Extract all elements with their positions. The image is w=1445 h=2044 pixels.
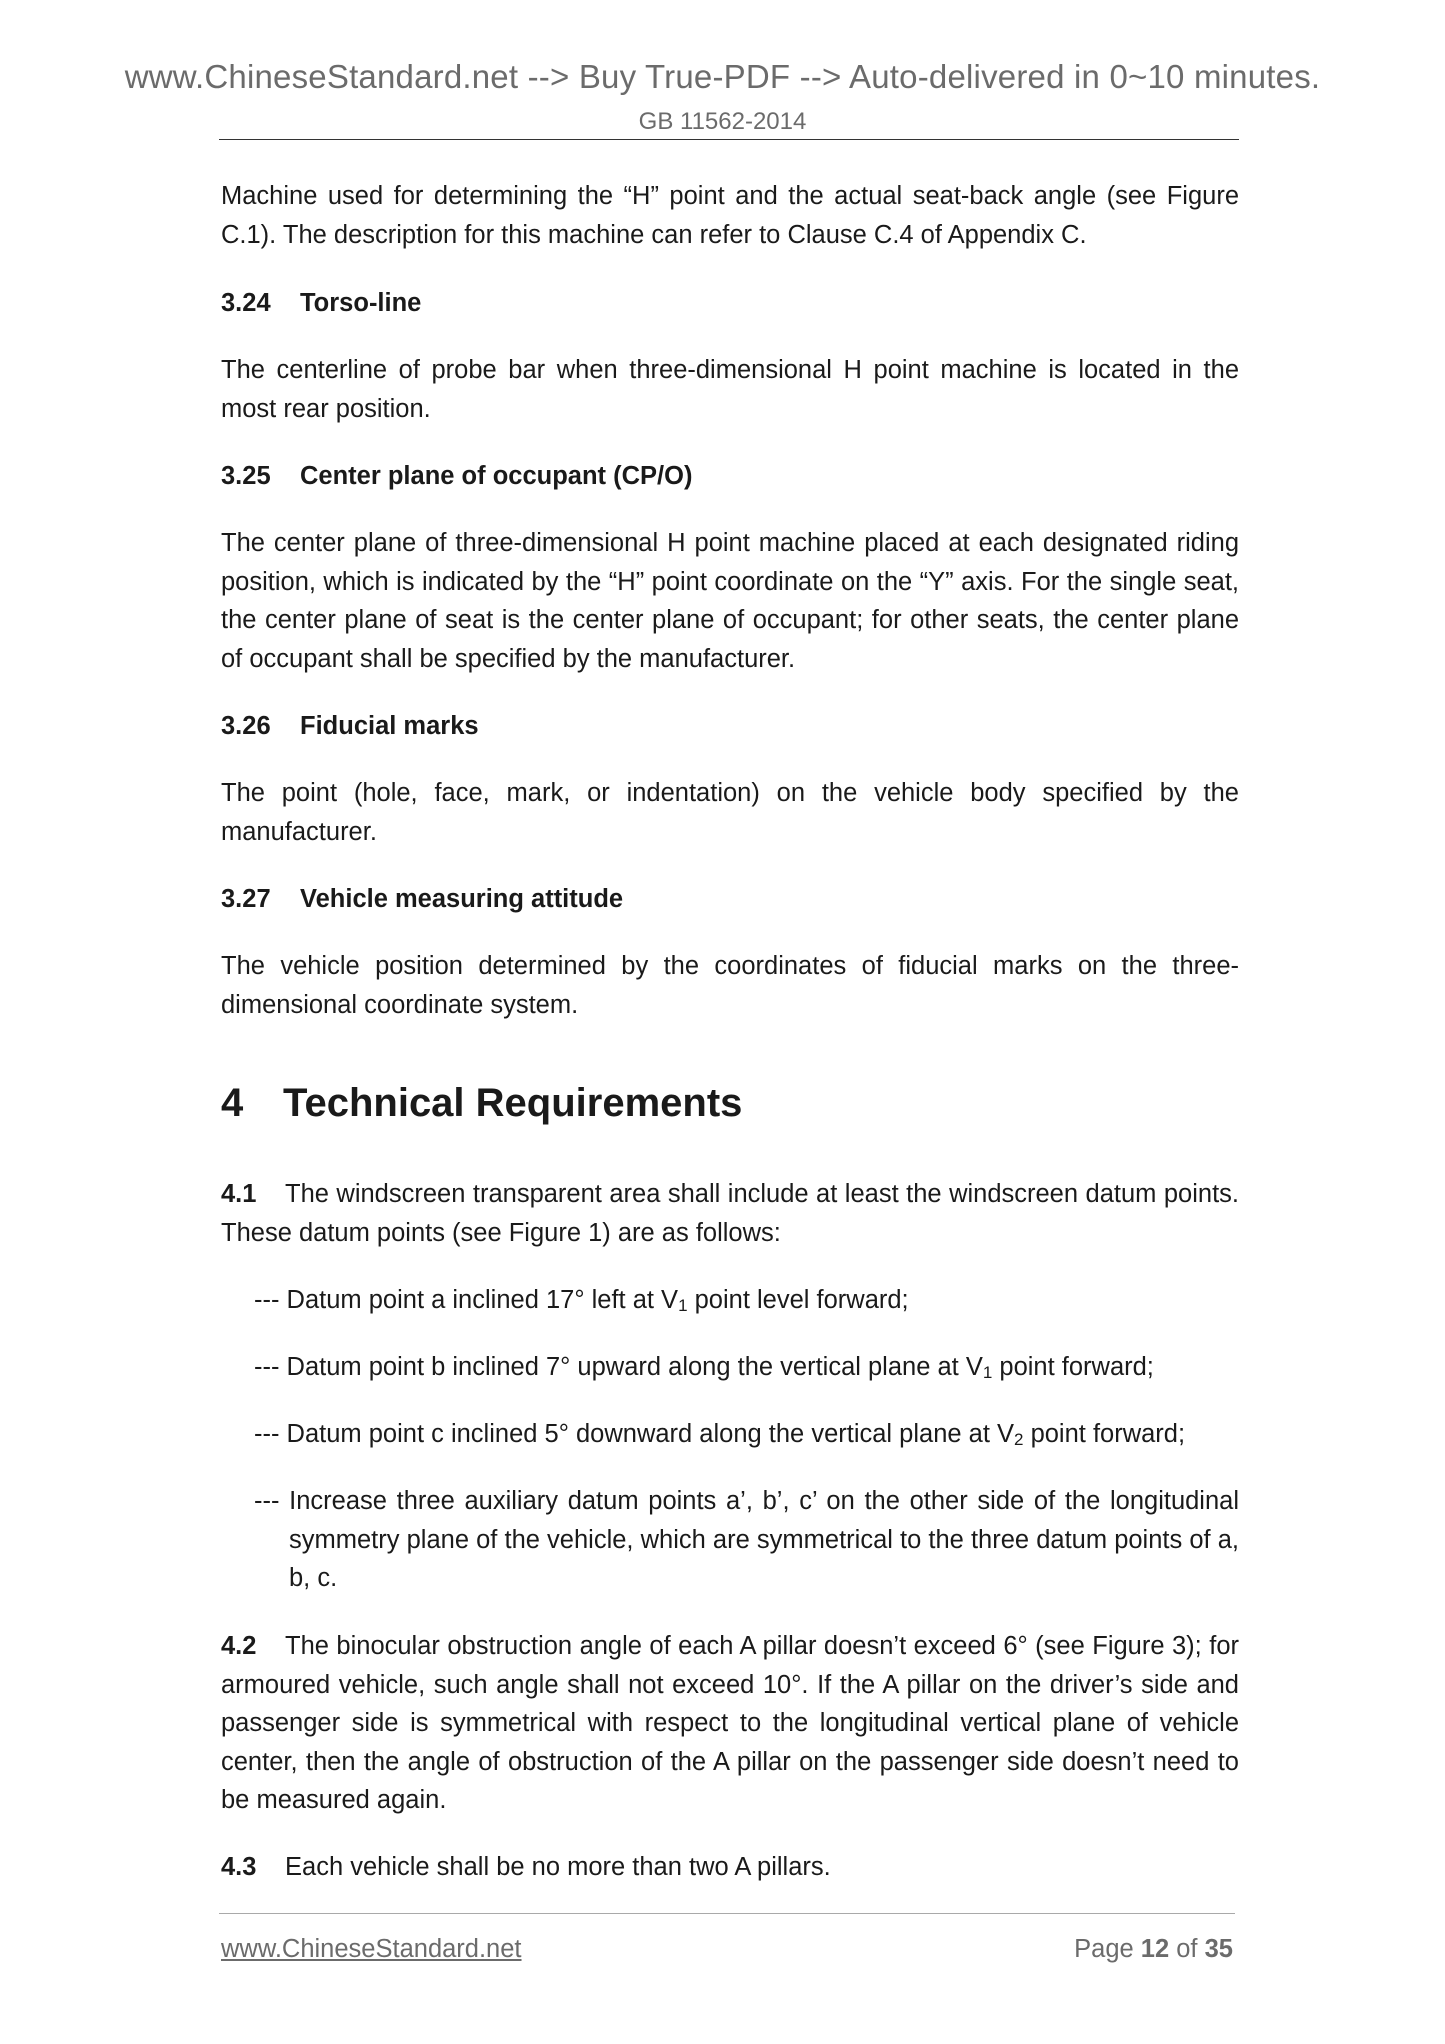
clause-number: 3.27 — [221, 885, 271, 913]
standard-number: GB 11562-2014 — [638, 108, 807, 135]
clause-title: Center plane of occupant (CP/O) — [300, 462, 693, 490]
clause-text: Each vehicle shall be no more than two A pillars. — [285, 1853, 831, 1881]
list-item: --- Datum point b inclined 7° upward along the vertical plane at $V_1$ point forward; — [254, 1353, 1154, 1382]
clause-number: 4.2 — [221, 1632, 257, 1660]
clause-title: Torso-line — [300, 289, 422, 317]
list-item: --- Datum point a inclined 17° left at $V_1$ point level forward; — [254, 1286, 909, 1315]
clause-number: 3.26 — [221, 712, 271, 740]
page-counter: Page 12 of 35 — [1074, 1935, 1233, 1963]
definition-3-25: The center plane of three-dimensional H point machine placed at each designated riding position, which is indicated by the “H” point coordinate on the “Y” axis. For the single seat, the center plane of seat is the center plane of occupant; for other seats, the center plane of occupant shall be specified by the manufacturer. — [221, 529, 1239, 673]
clause-4-1 — [221, 1175, 1239, 1252]
heading-3-24 — [221, 284, 421, 323]
footer-divider — [219, 1913, 1235, 1914]
intro-paragraph: Machine used for determining the “H” point and the actual seat-back angle (see Figure C.1). The description for this machine can refer to Clause C.4 of Appendix C. — [221, 182, 1239, 249]
header-banner[interactable]: www.ChineseStandard.net --> Buy True-PDF --> Auto-delivered in 0~10 minutes. — [124, 58, 1321, 95]
definition-3-27: The vehicle position determined by the coordinates of fiducial marks on the three-dimensional coordinate system. — [221, 952, 1239, 1019]
clause-text: The windscreen transparent area shall include at least the windscreen datum points. These datum points (see Figure 1) are as follows: — [221, 1180, 1239, 1247]
clause-title: Vehicle measuring attitude — [300, 885, 624, 913]
clause-number: 4.1 — [221, 1180, 257, 1208]
clause-4-3 — [221, 1848, 1239, 1887]
list-item: --- Increase three auxiliary datum points a’, b’, c’ on the other side of the longitudinal symmetry plane of the vehicle, which are symmetrical to the three datum points of a, b, c. — [254, 1487, 1239, 1592]
clause-number: 3.24 — [221, 289, 271, 317]
clause-number: 3.25 — [221, 462, 271, 490]
current-page-number: 12 — [1140, 1935, 1170, 1963]
header-divider — [219, 139, 1239, 140]
total-page-count: 35 — [1204, 1935, 1233, 1963]
section-heading-4 — [221, 1078, 742, 1128]
heading-3-26 — [221, 707, 479, 746]
definition-3-24: The centerline of probe bar when three-dimensional H point machine is located in the most rear position. — [221, 356, 1239, 423]
definition-3-26: The point (hole, face, mark, or indentation) on the vehicle body specified by the manufacturer. — [221, 779, 1239, 846]
heading-3-27 — [221, 880, 623, 919]
clause-title: Fiducial marks — [300, 712, 479, 740]
footer-site-link[interactable]: www.ChineseStandard.net — [221, 1935, 522, 1963]
list-item: --- Datum point c inclined 5° downward along the vertical plane at $V_2$ point forward; — [254, 1420, 1186, 1449]
section-title: Technical Requirements — [283, 1081, 743, 1125]
section-number: 4 — [221, 1081, 244, 1125]
heading-3-25 — [221, 457, 692, 496]
clause-text: The binocular obstruction angle of each A pillar doesn’t exceed 6° (see Figure 3); for armoured vehicle, such angle shall not exceed 10°. If the A pillar on the driver’s side and passenger side is symmetrical with respect to the longitudinal vertical plane of vehicle center, then the angle of obstruction of the A pillar on the passenger side doesn’t need to be measured again. — [221, 1632, 1239, 1814]
clause-number: 4.3 — [221, 1853, 257, 1881]
clause-4-2 — [221, 1627, 1239, 1820]
